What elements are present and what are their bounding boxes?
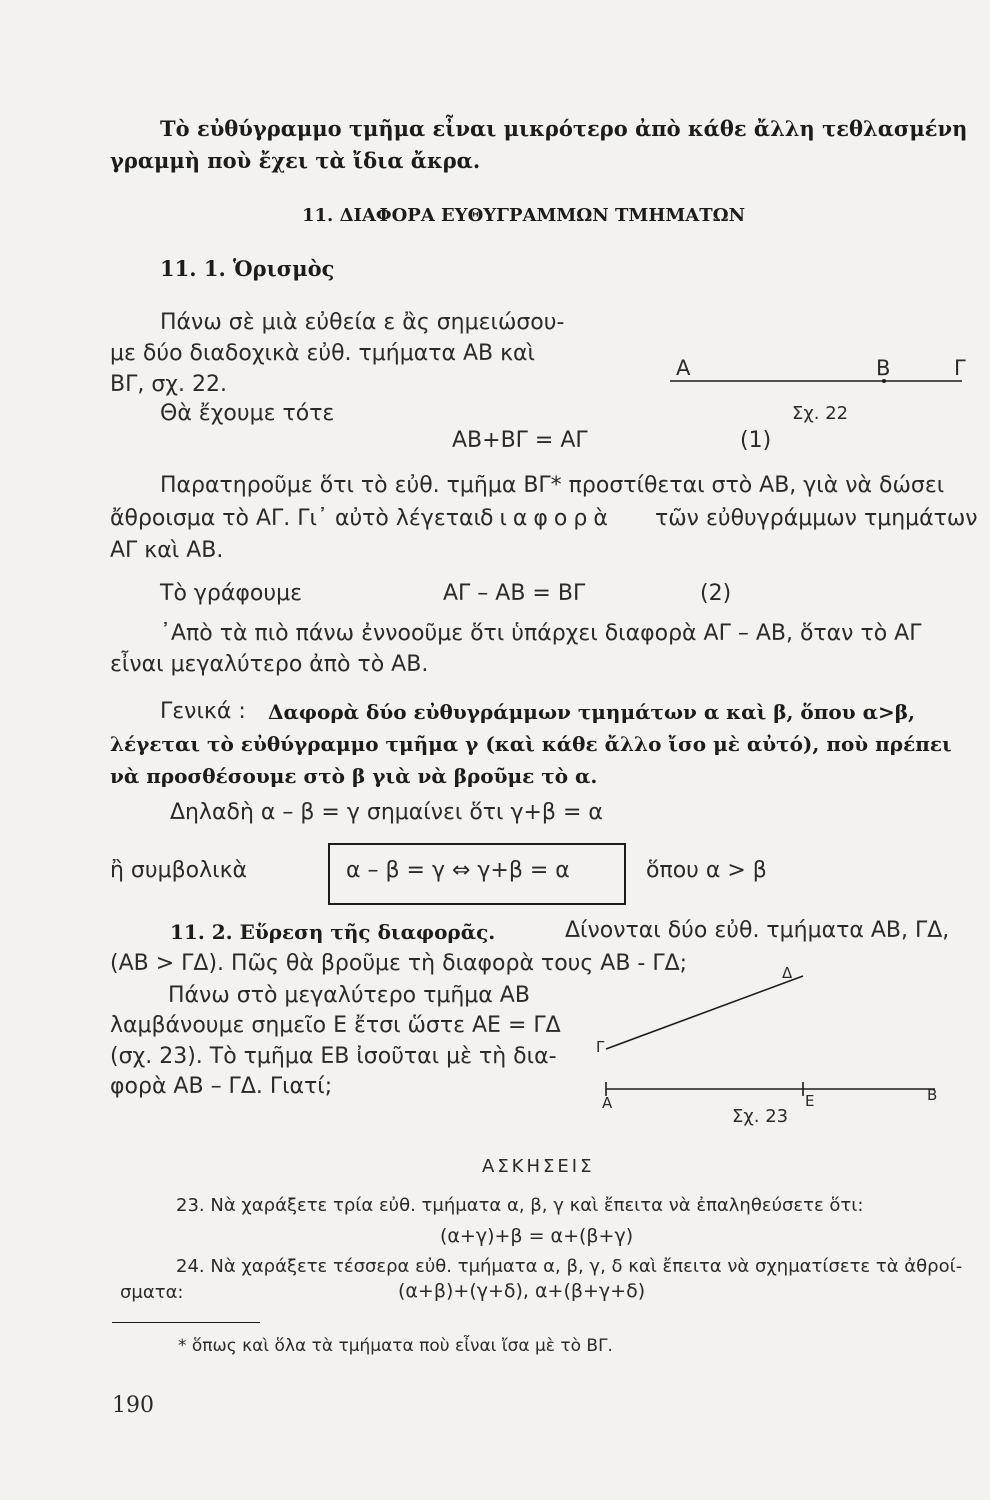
exercise-24-equation: (α+β)+(γ+δ), α+(β+γ+δ) (398, 1280, 646, 1302)
equation-2-label: (2) (700, 581, 732, 606)
section-2-line-3: Πάνω στὸ μεγαλύτερο τμῆμα ΑΒ (168, 983, 530, 1008)
definition-line-1: Πάνω σὲ μιὰ εὐθεία ε ἂς σημειώσου- (160, 310, 565, 335)
para2-line-2: εἶναι μεγαλύτερο ἀπὸ τὸ ΑΒ. (110, 652, 429, 677)
section-2-line-2: (ΑΒ > ΓΔ). Πῶς θὰ βροῦμε τὴ διαφορὰ τους ΑΒ - ΓΔ; (110, 951, 688, 976)
fig22-label-a: Α (676, 356, 691, 380)
footnote: * ὅπως καὶ ὅλα τὰ τμήματα ποὺ εἶναι ἴσα μὲ τὸ ΒΓ. (178, 1336, 613, 1356)
exercise-24: 24. Νὰ χαράξετε τέσσερα εὐθ. τμήματα α, β, γ, δ καὶ ἔπειτα νὰ σχηματίσετε τὰ ἀθροί- (176, 1256, 963, 1277)
fig23-label-a: Α (602, 1094, 613, 1112)
exercise-23: 23. Νὰ χαράξετε τρία εὐθ. τμήματα α, β, γ καὶ ἔπειτα νὰ ἐπαληθεύσετε ὅτι: (176, 1195, 864, 1216)
equation-2: ΑΓ – ΑΒ = ΒΓ (443, 581, 586, 606)
general-bold-line-2: λέγεται τὸ εὐθύγραμμο τμῆμα γ (καὶ κάθε ἄλλο ἴσο μὲ αὐτό), ποὺ πρέπει (110, 732, 952, 756)
definition-line-2: με δύο διαδοχικὰ εὐθ. τμήματα ΑΒ καὶ (110, 341, 536, 366)
section-2-heading: 11. 2. Εὕρεση τῆς διαφορᾶς. (170, 920, 496, 944)
segment-gd (606, 976, 803, 1049)
fig22-label-b: Β (876, 356, 891, 380)
boxed-formula: α – β = γ ⇔ γ+β = α (346, 858, 570, 883)
para1-line-2-end: τῶν εὐθυγράμμων τμημάτων (655, 506, 978, 531)
intro-line-1: Τὸ εὐθύγραμμο τμῆμα εἶναι μικρότερο ἀπὸ κάθε ἄλλη τεθλασμένη (160, 116, 968, 141)
exercise-23-equation: (α+γ)+β = α+(β+γ) (440, 1225, 634, 1247)
exercise-24-continued: σματα: (120, 1282, 184, 1303)
equation-1-label: (1) (740, 428, 772, 453)
section-1-number: 11. 1. (160, 256, 226, 281)
fig23-label-b: Β (927, 1086, 938, 1104)
general-bold-line-3: νὰ προσθέσουμε στὸ β γιὰ νὰ βροῦμε τὸ α. (110, 764, 598, 788)
fig22-caption: Σχ. 22 (792, 403, 849, 424)
section-1-title: Ὁρισμὸς (233, 256, 335, 281)
footnote-rule (112, 1322, 260, 1323)
symbolic-label: ἢ συμβολικὰ (110, 858, 248, 883)
chapter-title: 11. ΔΙΑΦΟΡΑ ΕΥΘΥΓΡΑΜΜΩΝ ΤΜΗΜΑΤΩΝ (302, 205, 746, 226)
para1-line-1: Παρατηροῦμε ὅτι τὸ εὐθ. τμῆμα ΒΓ* προστίθεται στὸ ΑΒ, γιὰ νὰ δώσει (160, 473, 945, 498)
intro-line-2: γραμμὴ ποὺ ἔχει τὰ ἴδια ἄκρα. (110, 148, 481, 173)
fig23-label-d: Δ (782, 964, 793, 982)
para1-line-2: ἄθροισμα τὸ ΑΓ. Γι᾿ αὐτὸ λέγεται (110, 506, 481, 531)
fig23-label-g: Γ (596, 1038, 605, 1056)
fig23-label-e: Ε (805, 1092, 815, 1110)
general-lead: Γενικά : (160, 699, 246, 724)
section-2-line-5: (σχ. 23). Τὸ τμῆμα ΕΒ ἰσοῦται μὲ τὴ δια- (110, 1044, 557, 1069)
figure-23 (590, 960, 950, 1130)
fig22-label-g: Γ (954, 356, 966, 380)
fig23-caption: Σχ. 23 (732, 1106, 789, 1127)
figure-22 (670, 350, 970, 430)
condition: ὅπου α > β (646, 858, 767, 883)
equation-1: ΑΒ+ΒΓ = ΑΓ (452, 428, 588, 453)
section-2-line-4: λαμβάνουμε σημεῖο Ε ἔτσι ὥστε ΑΕ = ΓΔ (110, 1013, 561, 1038)
para2-line-1: ᾿Απὸ τὰ πιὸ πάνω ἐννοοῦμε ὅτι ὑπάρχει διαφορὰ ΑΓ – ΑΒ, ὅταν τὸ ΑΓ (160, 621, 922, 646)
page-number: 190 (112, 1393, 154, 1418)
meaning-line: Δηλαδὴ α – β = γ σημαίνει ὅτι γ+β = α (170, 800, 603, 825)
general-bold-line-1: Δαφορὰ δύο εὐθυγράμμων τμημάτων α καὶ β, ὅπου α>β, (268, 700, 915, 724)
section-2-line-6: φορὰ ΑΒ – ΓΔ. Γιατί; (110, 1074, 333, 1099)
para1-spaced-term: διαφορὰ (480, 506, 614, 531)
para1-line-3: ΑΓ καὶ ΑΒ. (110, 538, 224, 563)
section-2-line-1: Δίνονται δύο εὐθ. τμήματα ΑΒ, ΓΔ, (565, 918, 950, 943)
definition-line-4: Θὰ ἔχουμε τότε (160, 401, 335, 426)
write-label: Τὸ γράφουμε (160, 581, 302, 606)
definition-line-3: ΒΓ, σχ. 22. (110, 372, 227, 397)
exercises-title: ΑΣΚΗΣΕΙΣ (482, 1156, 595, 1177)
